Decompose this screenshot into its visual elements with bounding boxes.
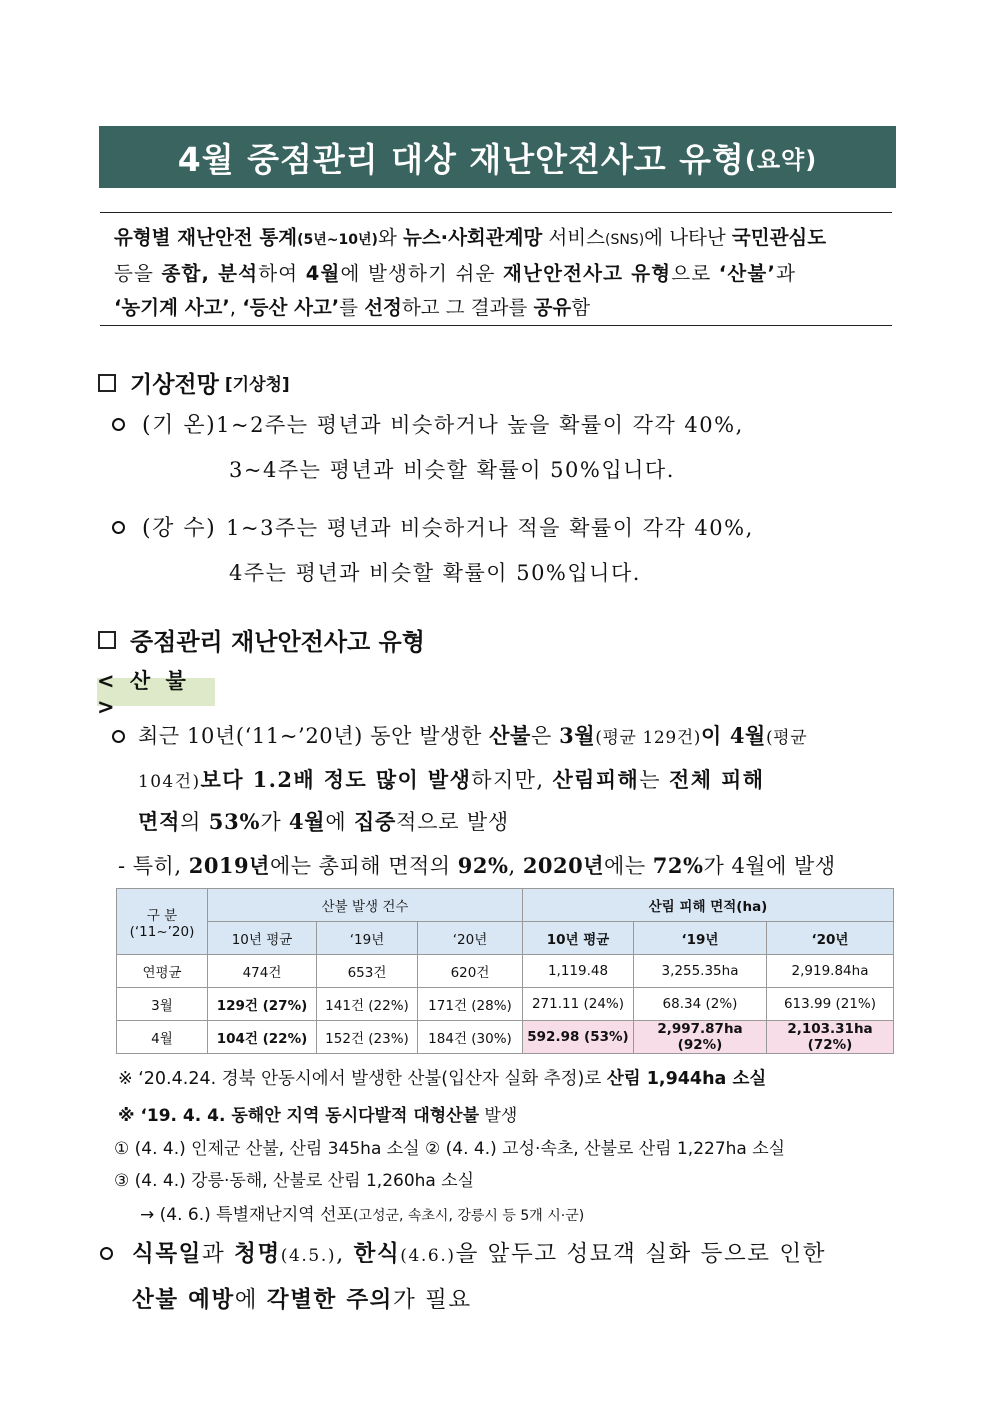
table-header-row [117,889,894,922]
para-text: 면적 [138,809,181,834]
table-cell: 104건 (22%) [208,1021,317,1054]
summary-text: (SNS) [604,232,645,248]
note-text: (고성군, 속초시, 강릉시 등 5개 시·군) [352,1208,585,1224]
table-col-header: 10년 평균 [523,922,634,955]
table-col-header: ‘20년 [767,922,894,955]
para-text: 식목일 [132,1241,203,1267]
para-text: 산림피해 [552,767,640,792]
title-paren: (요약) [744,145,818,174]
para-text: , [336,1241,354,1267]
category-tag: < 산 불 > [97,678,215,706]
para-text: 집중 [353,809,397,834]
note-1 [118,1065,766,1090]
weather-rain-line-2: 4주는 평년과 비슷할 확률이 50%입니다. [229,561,641,585]
table-cell: 68.34 (2%) [634,988,767,1021]
summary-text: 4월 [305,262,341,285]
summary-line-1 [114,221,880,257]
wildfire-para-line-3 [138,806,509,836]
para-text: 92% [457,853,509,878]
summary-text: 서비스 [542,226,605,249]
table-cell: 271.11 (24%) [523,988,634,1021]
wildfire-para-line-2 [138,764,764,794]
summary-text: 함 [571,296,591,319]
table-cell: 184건 (30%) [418,1021,523,1054]
table-row [117,1021,894,1054]
para-text: 에 [234,1287,267,1313]
para-text: (4.6.) [400,1246,456,1266]
para-text: 가 필요 [392,1287,472,1313]
para-text: - 특히, [118,854,189,878]
summary-text: ‘등산 사고’ [242,296,340,319]
table-cell-highlight: 592.98 (53%) [523,1021,634,1054]
para-text: 가 [260,810,289,834]
table-cell: 129건 (27%) [208,988,317,1021]
summary-text: 과 [776,262,797,285]
note-text: 산림 1,944ha 소실 [606,1069,767,1089]
circle-bullet-icon [100,1247,113,1260]
para-text: 104건) [138,772,201,792]
summary-text: 국민관심도 [731,226,827,249]
summary-text: 에 발생하기 쉬운 [340,262,503,285]
weather-temp-line-2: 3~4주는 평년과 비슷할 확률이 50%입니다. [229,458,675,482]
section-weather-heading [98,366,290,399]
note-text: → (4. 6.) 특별재난지역 선포 [140,1205,353,1225]
table-col-header: ‘19년 [317,922,418,955]
table-col-header: ‘19년 [634,922,767,955]
weather-label: (기 온) [142,413,217,438]
note-5 [140,1200,584,1225]
table-cell: 2,919.84ha [767,955,894,988]
summary-text: 에 나타난 [644,226,732,249]
para-text: (4.5.) [280,1246,337,1266]
para-text: 은 [530,724,560,748]
summary-text: (5년~10년) [297,232,378,248]
summary-text: , [229,296,243,319]
weather-text: 1~2주는 평년과 비슷하거나 높을 확률이 각각 40%, [216,413,744,437]
para-text: 최근 10년(‘11~’20년) 동안 발생한 [138,724,490,748]
table-row-label: 연평균 [117,955,208,988]
para-text: , [508,854,523,878]
table-cell-highlight: 2,997.87ha (92%) [634,1021,767,1054]
para-text: 과 [202,1241,235,1267]
summary-text: 종합, 분석 [161,262,259,285]
summary-text: 으로 [671,262,719,285]
summary-text: 등을 [114,262,162,285]
note-text: ※ ‘19. 4. 4. 동해안 지역 동시다발적 대형산불 [118,1106,480,1126]
summary-text: 하여 [258,262,306,285]
checkbox-square-icon [98,631,116,649]
note-3: ① (4. 4.) 인제군 산불, 산림 345ha 소실 ② (4. 4.) 고성·속초, 산불로 산림 1,227ha 소실 [114,1139,786,1159]
weather-rain-line-1 [142,511,754,542]
summary-box [100,212,892,326]
para-text: 한식 [353,1241,401,1267]
para-text: 4월 [288,809,326,834]
circle-bullet-icon [112,418,125,431]
section-title: 기상전망 [130,372,219,398]
table-cell: 653건 [317,955,418,988]
summary-text: ‘산불’ [718,262,777,285]
wildfire-para-line-1 [138,720,807,750]
para-text: 53% [208,809,261,834]
summary-text: 선정 [364,296,402,319]
para-text: (평균 129건) [595,728,702,748]
summary-text: ‘농기계 사고’ [114,296,230,319]
table-row [117,988,894,1021]
table-cell: 613.99 (21%) [767,988,894,1021]
para-text: 에는 총피해 면적의 [269,854,458,878]
weather-label: (강 수) [142,516,217,541]
table-cell: 141건 (22%) [317,988,418,1021]
table-cell: 152건 (23%) [317,1021,418,1054]
para-text: 적으로 발생 [396,810,510,834]
page-title [99,126,896,188]
section-types-heading [98,622,425,657]
table-cell: 171건 (28%) [418,988,523,1021]
checkbox-square-icon [98,374,116,392]
section-title: 중점관리 재난안전사고 유형 [130,628,425,656]
summary-line-3 [114,291,880,325]
table-row-label: 4월 [117,1021,208,1054]
table-corner-period: (‘11~’20) [129,923,195,940]
table-group-header: 산림 피해 면적(ha) [523,889,894,922]
para-text: 72% [652,853,704,878]
table-row [117,955,894,988]
para-text: 청명 [234,1241,281,1267]
table-subheader-row [117,922,894,955]
table-cell: 620건 [418,955,523,988]
summary-text: 재난안전사고 유형 [503,262,672,285]
title-main: 4월 중점관리 대상 재난안전사고 유형 [177,139,745,179]
summary-text: 와 [377,226,403,249]
summary-text: 공유 [533,296,572,319]
circle-bullet-icon [112,521,125,534]
para-text: 에는 [604,854,653,878]
para-text: 산불 [489,723,531,748]
final-para-line-2 [132,1282,472,1314]
wildfire-stats-table [116,888,894,1054]
summary-text: 뉴스·사회관계망 [402,226,543,249]
para-text: 각별한 주의 [266,1287,393,1313]
summary-text: 유형별 재난안전 통계 [114,226,298,249]
para-text: 의 [180,810,209,834]
table-col-header: 10년 평균 [208,922,317,955]
para-text: 산불 예방 [132,1287,235,1313]
table-corner-label: 구 분 [146,907,178,924]
summary-text: 를 [339,296,365,319]
note-text: ※ ‘20.4.24. 경북 안동시에서 발생한 산불(입산자 실화 추정)로 [118,1069,607,1089]
weather-temp-line-1 [142,408,744,439]
note-2 [118,1101,517,1126]
para-text: 하지만, [471,768,553,792]
table-group-header: 산불 발생 건수 [208,889,523,922]
table-corner-cell [117,889,208,955]
table-cell: 3,255.35ha [634,955,767,988]
circle-bullet-icon [112,730,125,743]
table-cell-highlight: 2,103.31ha (72%) [767,1021,894,1054]
para-text: 보다 1.2배 정도 많이 발생 [200,767,472,792]
note-4: ③ (4. 4.) 강릉·동해, 산불로 산림 1,260ha 소실 [114,1171,475,1191]
para-text: 전체 피해 [669,767,765,792]
table-col-header: ‘20년 [418,922,523,955]
section-source: [기상청] [224,375,290,395]
para-text: 2019년 [188,853,270,878]
para-text: 3월 [559,723,596,748]
para-text: 이 4월 [701,723,766,748]
final-para-line-1 [132,1236,826,1268]
summary-line-2 [114,257,880,291]
note-text: 발생 [479,1106,518,1126]
para-text: (평균 [765,728,808,748]
para-text: 가 4월에 발생 [703,854,836,878]
summary-text: 하고 그 결과를 [401,296,534,319]
table-cell: 1,119.48 [523,955,634,988]
para-text: 2020년 [522,853,605,878]
table-cell: 474건 [208,955,317,988]
para-text: 을 앞두고 성묘객 실화 등으로 인한 [455,1241,827,1267]
wildfire-para-line-4 [118,850,836,880]
weather-text: 1~3주는 평년과 비슷하거나 적을 확률이 각각 40%, [226,516,754,540]
para-text: 는 [639,768,670,792]
table-row-label: 3월 [117,988,208,1021]
para-text: 에 [325,810,354,834]
